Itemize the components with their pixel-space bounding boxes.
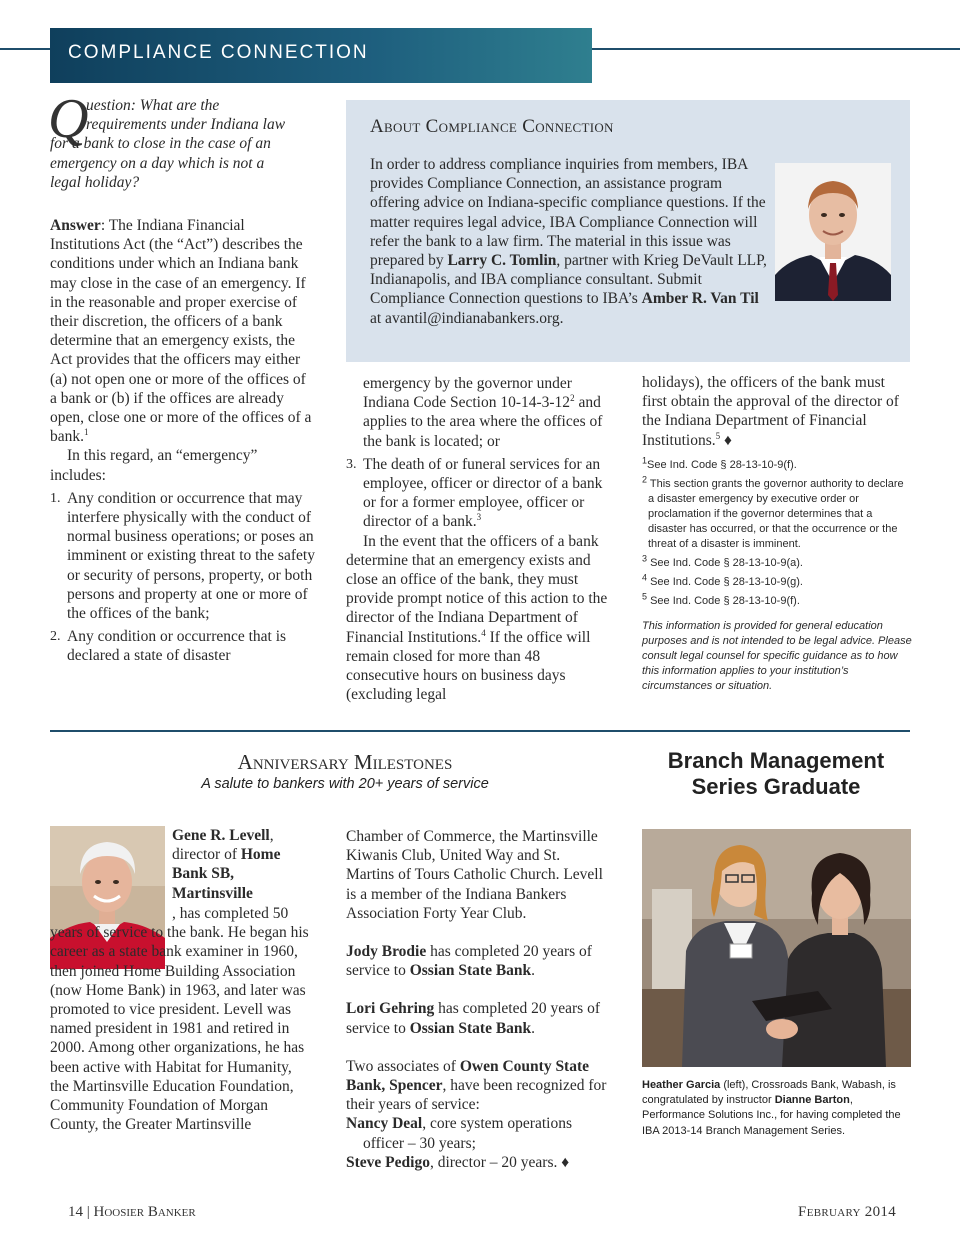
list-item-text: The death of or funeral services for an employee, officer or director of a bank or for a former employee, officer or director of a bank.: [363, 455, 603, 531]
end-mark: ♦: [561, 1153, 570, 1171]
answer-paragraph-1: : The Indiana Financial Institutions Act (the “Act”) describes the conditions under which an Indiana bank may close in the case of an emergency. If in the reasonable and proper exercise of their discretion, the officers of a bank determine that an emergency exists, the Act provides that the officers may either (a) not open one or more of the offices of a bank or (b) if the offices are already open, close one or more of the offices of a bank.: [50, 217, 312, 446]
footnote: [642, 591, 912, 609]
list-number: 2.: [50, 629, 61, 645]
list-item-text: Any condition or occurrence that is declared a state of disaster: [67, 628, 287, 665]
honoree-text: has completed 20 years of service to: [346, 1000, 600, 1037]
about-text: [370, 155, 770, 328]
list-item: [50, 627, 316, 665]
footnote: [642, 474, 912, 552]
footnote-num: 5: [642, 591, 648, 602]
author-name: Larry C. Tomlin: [447, 252, 557, 270]
author-photo: [775, 163, 891, 301]
page-number: 14: [68, 1204, 83, 1220]
caption-name: Heather Garcia: [642, 1079, 721, 1091]
honoree-bank: Ossian State Bank: [409, 962, 532, 980]
answer-paragraph-3: In the event that the officers of a bank determine that an emergency exists and close an office of the bank, they must provide prompt notice of this action to the director of the Indiana Department of Financial Institutions.: [346, 532, 608, 646]
answer-column-1: [50, 216, 316, 666]
branch-title-line: Branch Management: [667, 748, 885, 773]
honoree-name: Jody Brodie: [346, 943, 427, 961]
disclaimer: This information is provided for general education purposes and is not intended to be legal advice. Please consult legal counsel for specific guidance as to how this information applies to your institution’s circumstances or situation.: [642, 620, 912, 692]
footnote-num: 4: [642, 572, 648, 583]
footnote-text: See Ind. Code § 28-13-10-9(f).: [647, 459, 797, 471]
emergency-list-cont: [346, 374, 612, 532]
list-item-text: emergency by the governor under Indiana Code Section 10-14-3-12: [363, 375, 572, 412]
list-number: 1.: [50, 490, 61, 506]
question-line: emergency on a day which is not a: [50, 154, 265, 172]
answer-paragraph-2: In this regard, an “emergency” includes:: [50, 447, 258, 484]
list-item: [50, 489, 316, 623]
owen-item: [346, 1057, 612, 1115]
list-item-text: Any condition or occurrence that may interfere physically with the conduct of normal business operations; or poses an imminent or existing threat to the safety or security of persons, property, or both persons and property at one or more of the offices of the bank;: [67, 489, 315, 623]
about-text-part: In order to address compliance inquiries from members, IBA provides Compliance Connection, an assistance program offering advice on Indiana-specific compliance questions. If the matter requires legal advice, IBA Compliance Connection will refer the bank to a law firm. The material in this issue was prepared by: [370, 156, 766, 270]
footnotes: [642, 455, 912, 698]
honoree-bank: Ossian State Bank: [409, 1019, 532, 1037]
about-title: About Compliance Connection: [370, 116, 614, 137]
levell-intro: [172, 826, 312, 903]
contact-name: Amber R. Van Til: [641, 290, 759, 308]
drop-cap: Q: [48, 88, 89, 150]
emergency-list: [50, 489, 316, 666]
footnote-text: See Ind. Code § 28-13-10-9(a).: [650, 557, 803, 569]
honoree-text: , director – 20 years.: [429, 1153, 558, 1171]
milestones-subtitle: A salute to bankers with 20+ years of service: [201, 776, 489, 792]
about-text-part: at avantil@indianabankers.org.: [370, 309, 564, 327]
answer-column-3: [642, 373, 910, 450]
question-line: requirements under Indiana law: [86, 116, 286, 134]
levell-bio: , has completed 50 years of service to the bank. He began his career as a state bank examiner in 1960, then joined Home Building Association (now Home Bank) in 1963, and later was promoted to vice president. Levell was named president in 1981 and retired in 2000. Among other organizations, he has been active with Habitat for Humanity, the Martinsville Education Foundation, Community Foundation of Morgan County, the Greater Martinsville: [50, 905, 309, 1134]
branch-title: [650, 748, 902, 800]
honoree-name: Gene R. Levell: [172, 827, 270, 844]
list-number: 3.: [346, 456, 357, 472]
footnote: [642, 572, 912, 590]
footnote-ref: 4: [481, 627, 486, 638]
footnote-num: 3: [642, 553, 648, 564]
footnote-text: See Ind. Code § 28-13-10-9(f).: [650, 595, 800, 607]
list-item-text: and applies to the area where the offices of the bank is located; or: [363, 394, 603, 450]
end-mark: ♦: [724, 431, 732, 449]
honoree-role: , director of: [172, 827, 274, 864]
brodie-item: Jody Brodie has completed 20 years of service to Ossian State Bank.: [346, 943, 592, 980]
about-text-part: , partner with Krieg DeVault LLP, Indianapolis, and IBA compliance consultant. Submit Compliance Connection questions to IBA’s: [370, 252, 767, 308]
branch-title-line: Series Graduate: [691, 774, 861, 799]
footnote-text: See Ind. Code § 28-13-10-9(g).: [650, 576, 803, 588]
magazine-name: Hoosier Banker: [93, 1204, 196, 1220]
honoree-name: Steve Pedigo: [346, 1153, 430, 1171]
milestones-title: Anniversary Milestones: [237, 750, 453, 774]
footnote-ref: 1: [84, 427, 89, 438]
question-line: for a bank to close in the case of an: [50, 135, 271, 153]
footnote-ref: 3: [476, 512, 482, 523]
question-line: uestion: What are the: [86, 97, 220, 114]
honoree-text: , core system operations officer – 30 years;: [363, 1115, 572, 1152]
honoree-name: Lori Gehring: [346, 1000, 435, 1018]
deal-item: [346, 1114, 612, 1152]
footer-left: [68, 1204, 196, 1221]
footnote: [642, 553, 912, 571]
levell-bio-cont: Chamber of Commerce, the Martinsville Kiwanis Club, United Way and St. Martins of Tours Catholic Church. Levell is a member of the Indiana Bankers Association Forty Year Club.: [346, 828, 603, 922]
list-item: [346, 374, 612, 451]
section-divider: [50, 730, 910, 732]
list-item: [346, 455, 612, 532]
honoree-bank: Owen County State Bank, Spencer: [346, 1057, 590, 1095]
honoree-text: has completed 20 years of service to: [346, 943, 592, 980]
milestones-column-2: [346, 827, 612, 1172]
header-rule-right: [592, 48, 960, 50]
answer-label: Answer: [50, 217, 101, 234]
answer-column-2: [346, 374, 612, 704]
question-text: [48, 88, 318, 192]
footer-separator: |: [86, 1204, 90, 1220]
graduate-photo: [642, 829, 911, 1067]
answer-paragraph-3-cont: If the office will remain closed for more than 48 consecutive hours on business days (excluding legal: [346, 628, 591, 704]
issue-date: February 2014: [798, 1204, 896, 1220]
caption-text: , Performance Solutions Inc., for having completed the IBA 2013-14 Branch Management Series.: [642, 1094, 901, 1137]
question-line: legal holiday?: [50, 173, 140, 191]
caption-name: Dianne Barton: [774, 1094, 850, 1107]
footnote-ref: 2: [570, 393, 575, 404]
section-title: COMPLIANCE CONNECTION: [68, 42, 369, 63]
caption-text: (left), Crossroads Bank, Wabash, is congratulated by instructor: [642, 1079, 896, 1107]
footnote-num: 1: [642, 455, 648, 466]
honoree-text: Two associates of: [346, 1057, 460, 1075]
footnote-text: This section grants the governor authority to declare a disaster emergency by executive order or proclamation if the governor determines that a disaster has occurred, or that the occurrence or the threat of a disaster is imminent.: [648, 478, 904, 550]
photo-caption: [642, 1078, 912, 1139]
pedigo-item: [346, 1153, 612, 1172]
footnote-ref: 5: [715, 430, 721, 441]
answer-paragraph-4: holidays), the officers of the bank must first obtain the approval of the director of the Indiana Department of Financial Institutions.: [642, 374, 899, 449]
header-rule-left: [0, 48, 50, 50]
footnote: [642, 455, 912, 473]
gehring-item: Lori Gehring has completed 20 years of service to Ossian State Bank.: [346, 1000, 600, 1037]
footnote-num: 2: [642, 474, 648, 485]
honoree-text: , have been recognized for their years of service:: [346, 1077, 607, 1114]
honoree-bank: Home Bank SB, Martinsville: [172, 846, 281, 902]
honoree-name: Nancy Deal: [346, 1115, 423, 1133]
